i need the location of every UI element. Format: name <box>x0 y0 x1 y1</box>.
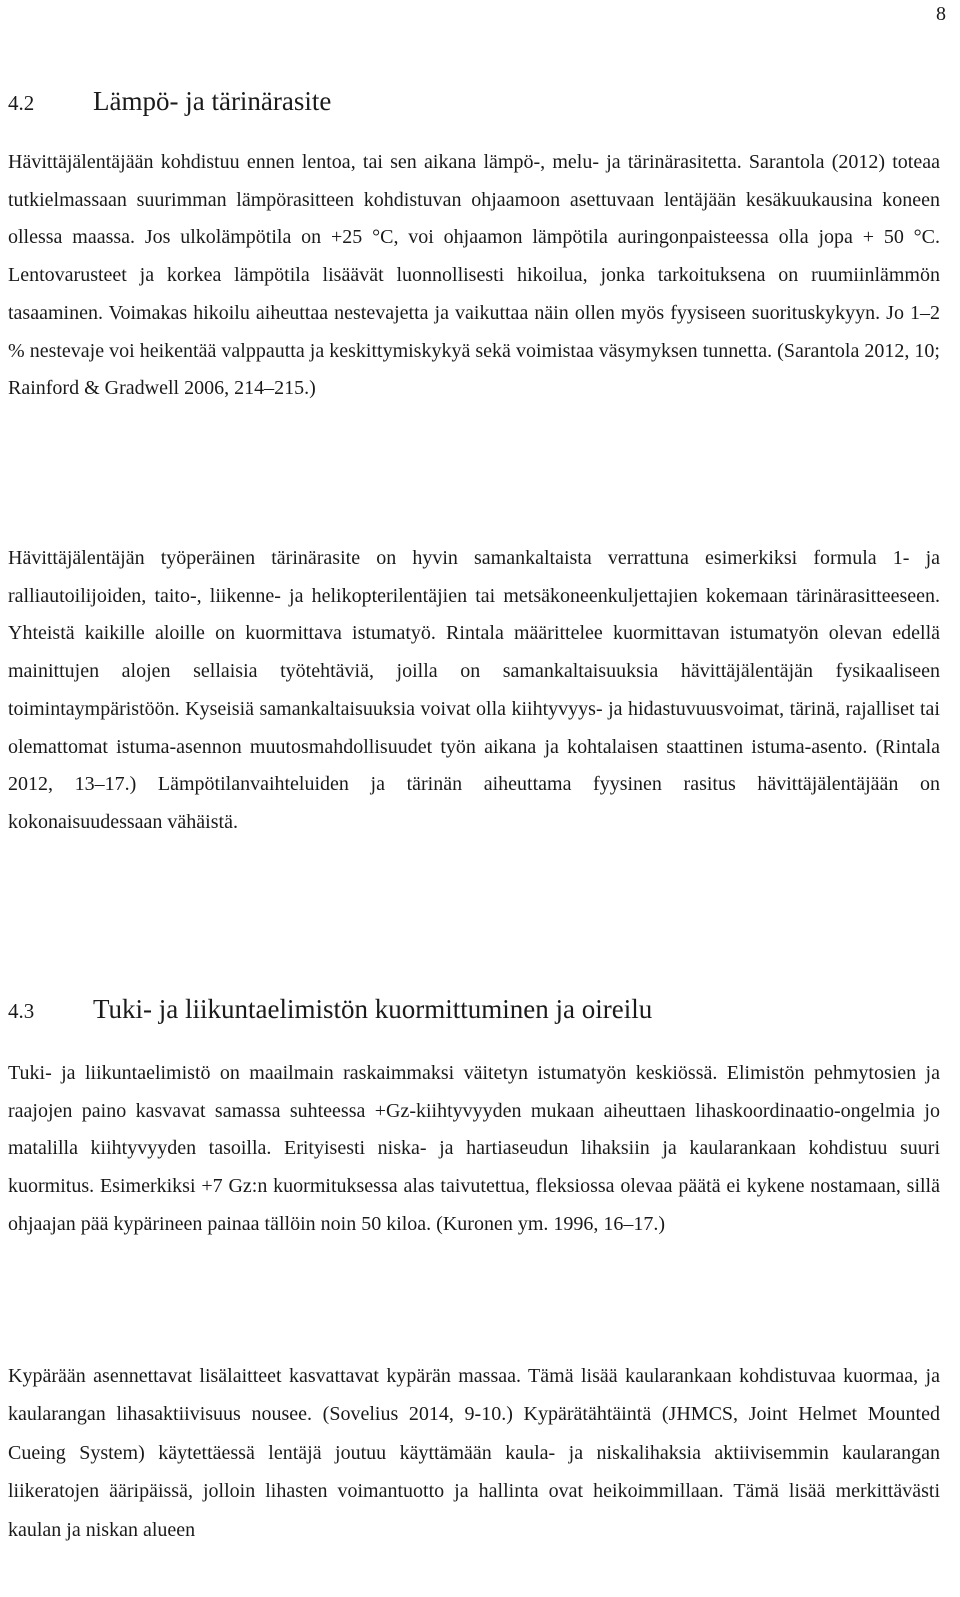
section-heading <box>8 994 652 1025</box>
page-number: 8 <box>936 3 946 25</box>
section-number: 4.3 <box>8 999 35 1023</box>
paragraph: Hävittäjälentäjään kohdistuu ennen lentoa, tai sen aikana lämpö-, melu- ja tärinärasitetta. Sarantola (2012) toteaa tutkielmassaan suurimman lämpörasitteen kohdistuvan ohjaamoon asettuvaan lentäjään kesäkuukausina koneen ollessa maassa. Jos ulkolämpötila on +25 °C, voi ohjaamon lämpötila auringonpaisteessa olla jopa + 50 °C. Lentovarusteet ja korkea lämpötila lisäävät luonnollisesti hikoilua, jonka tarkoituksena on ruumiinlämmön tasaaminen. Voimakas hikoilu aiheuttaa nestevajetta ja vaikuttaa näin ollen myös fyysiseen suorituskykyyn. Jo 1–2 % nestevaje voi heikentää valppautta ja keskittymiskykyä sekä voimistaa väsymyksen tunnetta. (Sarantola 2012, 10; Rainford & Gradwell 2006, 214–215.) <box>8 151 940 400</box>
section-number: 4.2 <box>8 91 35 115</box>
section-title: Lämpö- ja tärinärasite <box>93 86 332 116</box>
section-heading <box>8 86 331 117</box>
section-title: Tuki- ja liikuntaelimistön kuormittuminen ja oireilu <box>93 994 653 1024</box>
paragraph: Tuki- ja liikuntaelimistö on maailmain raskaimmaksi väitetyn istumatyön keskiössä. Elimistön pehmytosien ja raajojen paino kasvavat samassa suhteessa +Gz-kiihtyvyyden mukaan aiheuttaen lihaskoordinaatio-ongelmia jo matalilla kiihtyvyyden tasoilla. Erityisesti niska- ja hartiaseudun lihaksiin ja kaularankaan kohdistuu suuri kuormitus. Esimerkiksi +7 Gz:n kuormituksessa alas taivutettua, fleksiossa olevaa päätä ei kykene nostamaan, sillä ohjaajan pää kypärineen painaa tällöin noin 50 kiloa. (Kuronen ym. 1996, 16–17.) <box>8 1062 940 1235</box>
paragraph: Kypärään asennettavat lisälaitteet kasvattavat kypärän massaa. Tämä lisää kaularankaan kohdistuvaa kuormaa, ja kaularangan lihasaktiivisuus nousee. (Sovelius 2014, 9-10.) Kypärätähtäintä (JHMCS, Joint Helmet Mounted Cueing System) käytettäessä lentäjä joutuu käyttämään kaula- ja niskalihaksia aktiivisemmin kaularangan liikeratojen ääripäissä, jolloin lihasten voimantuotto ja hallinta ovat heikoimmillaan. Tämä lisää merkittävästi kaulan ja niskan alueen <box>8 1365 940 1541</box>
paragraph: Hävittäjälentäjän työperäinen tärinärasite on hyvin samankaltaista verrattuna esimerkiksi formula 1- ja ralliautoilijoiden, taito-, liikenne- ja helikopterilentäjien tai metsäkoneenkuljettajien kokemaan tärinärasitteeseen. Yhteistä kaikille aloille on kuormittava istumatyö. Rintala määrittelee kuormittavan istumatyön olevan edellä mainittujen alojen sellaisia työtehtäviä, joilla on samankaltaisuuksia hävittäjälentäjän fysikaaliseen toimintaympäristöön. Kyseisiä samankaltaisuuksia voivat olla kiihtyvyys- ja hidastuvuusvoimat, tärinä, rajalliset tai olemattomat istuma-asennon muutosmahdollisuudet työn aikana ja kohtalaisen staattinen istuma-asento. (Rintala 2012, 13–17.) Lämpötilanvaihteluiden ja tärinän aiheuttama fyysinen rasitus hävittäjälentäjään on kokonaisuudessaan vähäistä. <box>8 547 940 833</box>
